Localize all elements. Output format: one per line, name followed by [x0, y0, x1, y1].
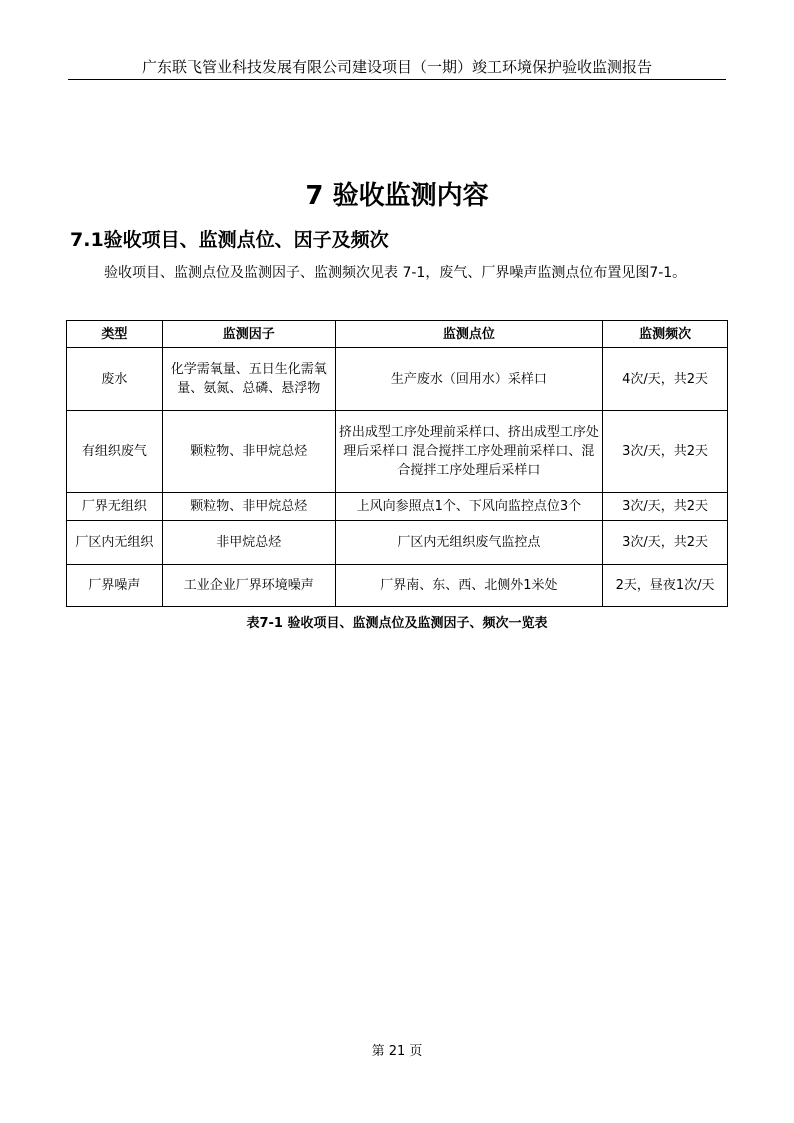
- cell-factor: 颗粒物、非甲烷总烃: [162, 493, 335, 521]
- cell-type: 有组织废气: [67, 411, 163, 493]
- table-caption: 表7-1 验收项目、监测点位及监测因子、频次一览表: [246, 616, 548, 631]
- table-row: [67, 411, 728, 493]
- cell-frequency: 3次/天，共2天: [603, 493, 728, 521]
- cell-frequency: 4次/天，共2天: [603, 348, 728, 411]
- table-row: [67, 521, 728, 565]
- page-header: 广东联飞管业科技发展有限公司建设项目（一期）竣工环境保护验收监测报告: [141, 58, 652, 76]
- cell-type: 废水: [67, 348, 163, 411]
- cell-point: 厂区内无组织废气监控点: [335, 521, 603, 565]
- cell-point: 厂界南、东、西、北侧外1米处: [335, 565, 603, 607]
- header-factor: 监测因子: [162, 321, 335, 348]
- cell-factor: 工业企业厂界环境噪声: [162, 565, 335, 607]
- section-title: 7.1验收项目、监测点位、因子及频次: [70, 229, 389, 251]
- header-point: 监测点位: [335, 321, 603, 348]
- cell-frequency: 3次/天，共2天: [603, 521, 728, 565]
- cell-factor: 非甲烷总烃: [162, 521, 335, 565]
- table-row: [67, 493, 728, 521]
- intro-paragraph: 验收项目、监测点位及监测因子、监测频次见表 7-1，废气、厂界噪声监测点位布置见图7-1。: [104, 265, 687, 281]
- table-row: [67, 565, 728, 607]
- monitoring-table: [66, 320, 728, 607]
- cell-type: 厂界噪声: [67, 565, 163, 607]
- cell-frequency: 3次/天，共2天: [603, 411, 728, 493]
- cell-type: 厂界无组织: [67, 493, 163, 521]
- header-frequency: 监测频次: [603, 321, 728, 348]
- chapter-title: 7 验收监测内容: [305, 181, 489, 211]
- cell-point: 上风向参照点1个、下风向监控点位3个: [335, 493, 603, 521]
- page-number: 第 21 页: [371, 1044, 423, 1059]
- cell-factor: 颗粒物、非甲烷总烃: [162, 411, 335, 493]
- cell-type: 厂区内无组织: [67, 521, 163, 565]
- header-type: 类型: [67, 321, 163, 348]
- header-divider: [68, 79, 726, 80]
- cell-point: 生产废水（回用水）采样口: [335, 348, 603, 411]
- cell-point: 挤出成型工序处理前采样口、挤出成型工序处理后采样口 混合搅拌工序处理前采样口、混合搅拌工序处理后采样口: [335, 411, 603, 493]
- cell-frequency: 2天，昼夜1次/天: [603, 565, 728, 607]
- cell-factor: 化学需氧量、五日生化需氧量、氨氮、总磷、悬浮物: [162, 348, 335, 411]
- table-header-row: [67, 321, 728, 348]
- table-row: [67, 348, 728, 411]
